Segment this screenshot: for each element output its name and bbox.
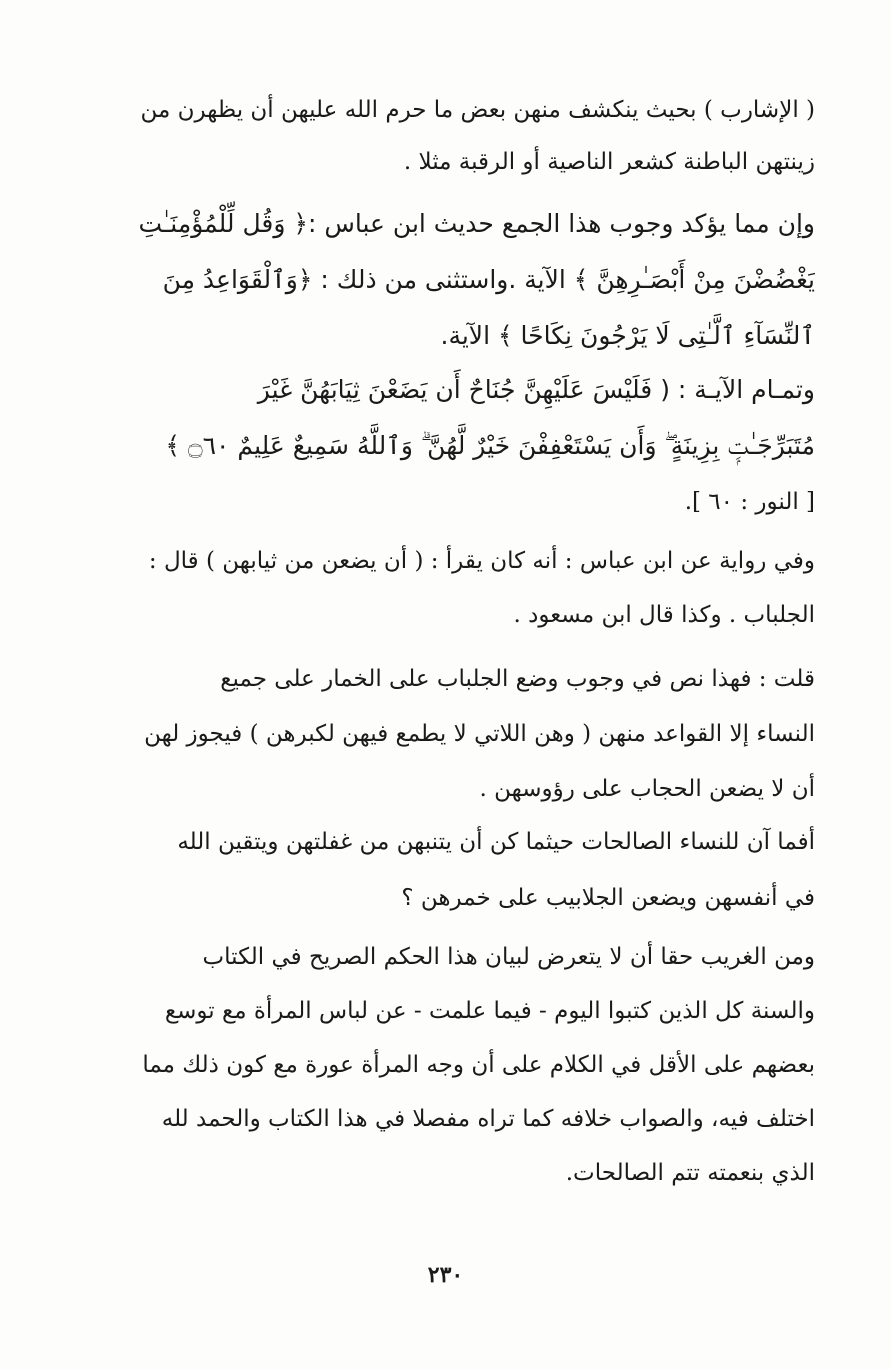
paragraph-2 — [62, 196, 815, 364]
page-number: ٢٣٠ — [427, 1262, 464, 1288]
text-line: ( الإشارب ) بحيث ينكشف منهن بعض ما حرم الله عليهن أن يظهرن من — [140, 97, 815, 123]
paragraph-3 — [62, 362, 815, 530]
text-line: ومن الغريب حقا أن لا يتعرض لبيان هذا الحكم الصريح في الكتاب — [202, 944, 815, 970]
text-line: [ النور : ٦٠ ]. — [684, 489, 815, 515]
text-line: قلت : فهذا نص في وجوب وضع الجلباب على الخمار على جميع — [220, 666, 815, 692]
text-line: بعضهم على الأقل في الكلام على أن وجه المرأة عورة مع كون ذلك مما — [142, 1052, 815, 1078]
paragraph-7 — [62, 930, 815, 1200]
text-line: اختلف فيه، والصواب خلافه كما تراه مفصلا في هذا الكتاب والحمد لله — [161, 1106, 815, 1132]
text-line: أفما آن للنساء الصالحات حيثما كن أن يتنبهن من غفلتهن ويتقين الله — [177, 829, 815, 855]
paragraph-6 — [62, 814, 815, 926]
text-line: في أنفسهن ويضعن الجلابيب على خمرهن ؟ — [401, 885, 815, 911]
paragraph-4 — [62, 534, 815, 642]
text-line: الجلباب . وكذا قال ابن مسعود . — [513, 602, 815, 628]
text-line: والسنة كل الذين كتبوا اليوم - فيما علمت - عن لباس المرأة مع توسع — [164, 998, 815, 1024]
text-line: النساء إلا القواعد منهن ( وهن اللاتي لا يطمع فيهن لكبرهن ) فيجوز لهن — [144, 721, 815, 747]
paragraph-1 — [62, 84, 815, 188]
text-line: زينتهن الباطنة كشعر الناصية أو الرقبة مثلا . — [403, 149, 815, 175]
text-line: مُتَبَرِّجَـٰتِۭ بِزِينَةٍ ۖ وَأَن يَسْتَعْفِفْنَ خَيْرٌ لَّهُنَّ ۗ وَٱللَّهُ سَمِيعٌ عَلِيمٌ ۝٦٠ ﴾ — [165, 431, 815, 460]
text-line: وفي رواية عن ابن عباس : أنه كان يقرأ : ( أن يضعن من ثيابهن ) قال : — [148, 548, 815, 574]
text-line: وتمـام الآيـة : ( فَلَيْسَ عَلَيْهِنَّ جُنَاحٌ أَن يَضَعْنَ ثِيَابَهُنَّ غَيْرَ — [257, 375, 815, 404]
text-line: وإن مما يؤكد وجوب هذا الجمع حديث ابن عباس :﴿ وَقُل لِّلْمُؤْمِنَـٰتِ — [138, 209, 815, 238]
text-line: يَغْضُضْنَ مِنْ أَبْصَـٰرِهِنَّ ﴾ الآية .واستثنى من ذلك : ﴿وَٱلْقَوَاعِدُ مِنَ — [162, 265, 815, 294]
text-line: أن لا يضعن الحجاب على رؤوسهن . — [479, 776, 815, 802]
text-line: ٱلنِّسَآءِ ٱلَّـٰتِى لَا يَرْجُونَ نِكَاحًا ﴾ الآية. — [440, 321, 815, 350]
paragraph-5 — [62, 652, 815, 817]
text-line: الذي بنعمته تتم الصالحات. — [565, 1160, 815, 1186]
